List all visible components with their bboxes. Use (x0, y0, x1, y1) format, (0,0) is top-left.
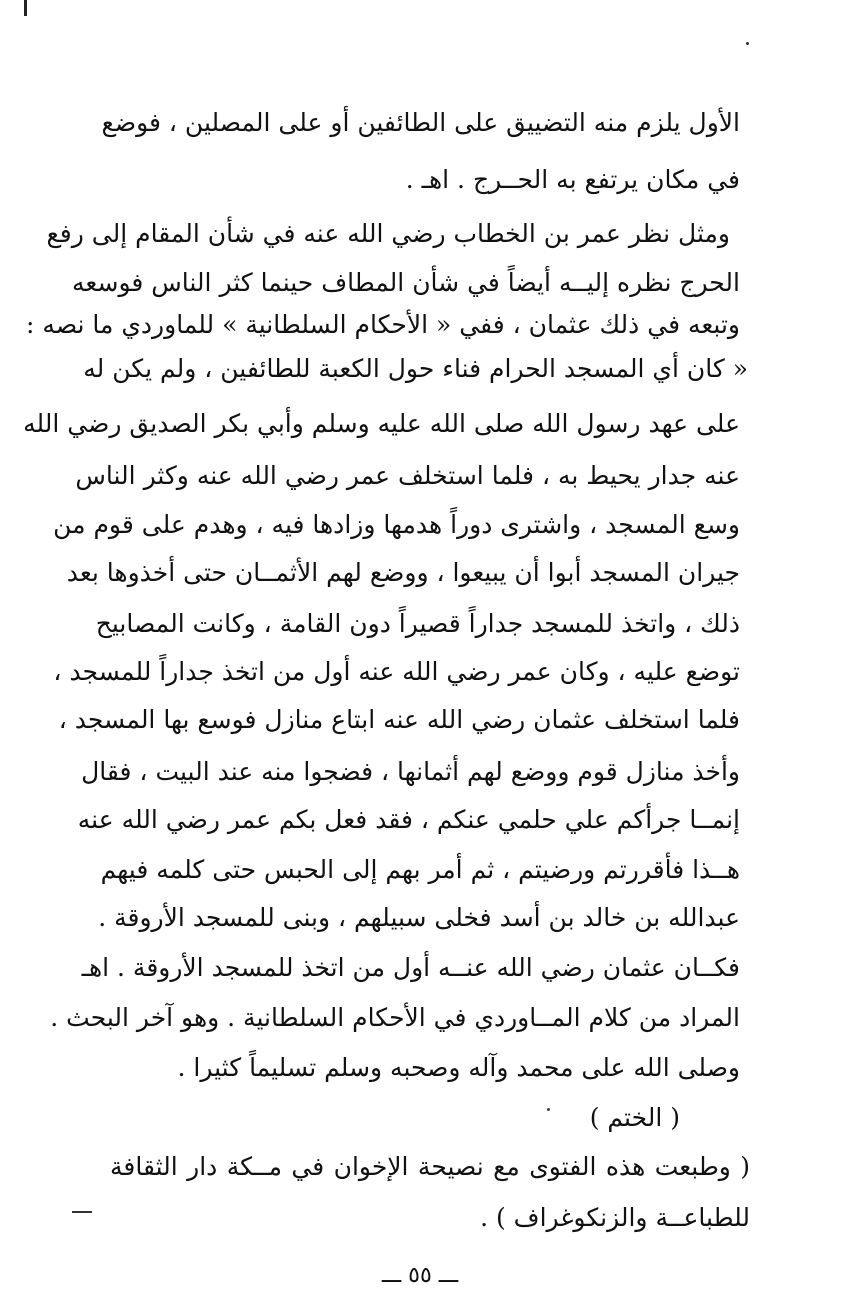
corner-mark (24, 0, 27, 16)
text-line: جيران المسجد أبوا أن يبيعوا ، ووضع لهم الأثمــان حتى أخذوها بعد (66, 558, 740, 587)
text-line: الأول يلزم منه التضييق على الطائفين أو على المصلين ، فوضع (101, 108, 740, 137)
text-line: هــذا فأقررتم ورضيتم ، ثم أمر بهم إلى الحبس حتى كلمه فيهم (100, 855, 740, 884)
end-marker: ( الختم ) (589, 1103, 680, 1132)
text-line: فلما استخلف عثمان رضي الله عنه ابتاع منازل فوسع بها المسجد ، (58, 705, 740, 734)
text-line: وأخذ منازل قوم ووضع لهم أثمانها ، فضجوا منه عند البيت ، فقال (81, 757, 740, 786)
text-line: المراد من كلام المــاوردي في الأحكام السلطانية . وهو آخر البحث . (50, 1003, 740, 1032)
text-line: « كان أي المسجد الحرام فناء حول الكعبة للطائفين ، ولم يكن له (83, 354, 748, 383)
text-line: الحرج نظره إليــه أيضاً في شأن المطاف حينما كثر الناس فوسعه (72, 268, 740, 297)
margin-dash (72, 1211, 92, 1213)
text-line: وتبعه في ذلك عثمان ، ففي « الأحكام السلطانية » للماوردي ما نصه : (26, 310, 740, 339)
text-line: على عهد رسول الله صلى الله عليه وسلم وأبي بكر الصديق رضي الله (23, 409, 740, 438)
text-line: عبدالله بن خالد بن أسد فخلى سبيلهم ، وبنى للمسجد الأروقة . (98, 903, 740, 932)
text-line: ومثل نظر عمر بن الخطاب رضي الله عنه في شأن المقام إلى رفع (46, 219, 730, 248)
text-line: ذلك ، واتخذ للمسجد جداراً قصيراً دون القامة ، وكانت المصابيح (95, 609, 740, 638)
text-line: وصلى الله على محمد وآله وصحبه وسلم تسليماً كثيرا . (177, 1053, 740, 1082)
text-line: إنمــا جرأكم علي حلمي عنكم ، فقد فعل بكم عمر رضي الله عنه (77, 805, 740, 834)
text-line: وسع المسجد ، واشترى دوراً هدمها وزادها فيه ، وهدم على قوم من (53, 510, 740, 539)
note-line: للطباعــة والزنكوغراف ) . (480, 1203, 750, 1232)
page-number: ـــ ٥٥ ـــ (381, 1263, 459, 1288)
text-line: عنه جدار يحيط به ، فلما استخلف عمر رضي الله عنه وكثر الناس (75, 461, 740, 490)
note-line: ( وطبعت هذه الفتوى مع نصيحة الإخوان في مــكة دار الثقافة (110, 1152, 750, 1181)
text-line: في مكان يرتفع به الحــرج . اهـ . (405, 165, 740, 194)
text-line: توضع عليه ، وكان عمر رضي الله عنه أول من اتخذ جداراً للمسجد ، (53, 657, 740, 686)
text-line: فكــان عثمان رضي الله عنــه أول من اتخذ للمسجد الأروقة . اهـ (81, 953, 740, 982)
speck-dot (746, 42, 749, 45)
